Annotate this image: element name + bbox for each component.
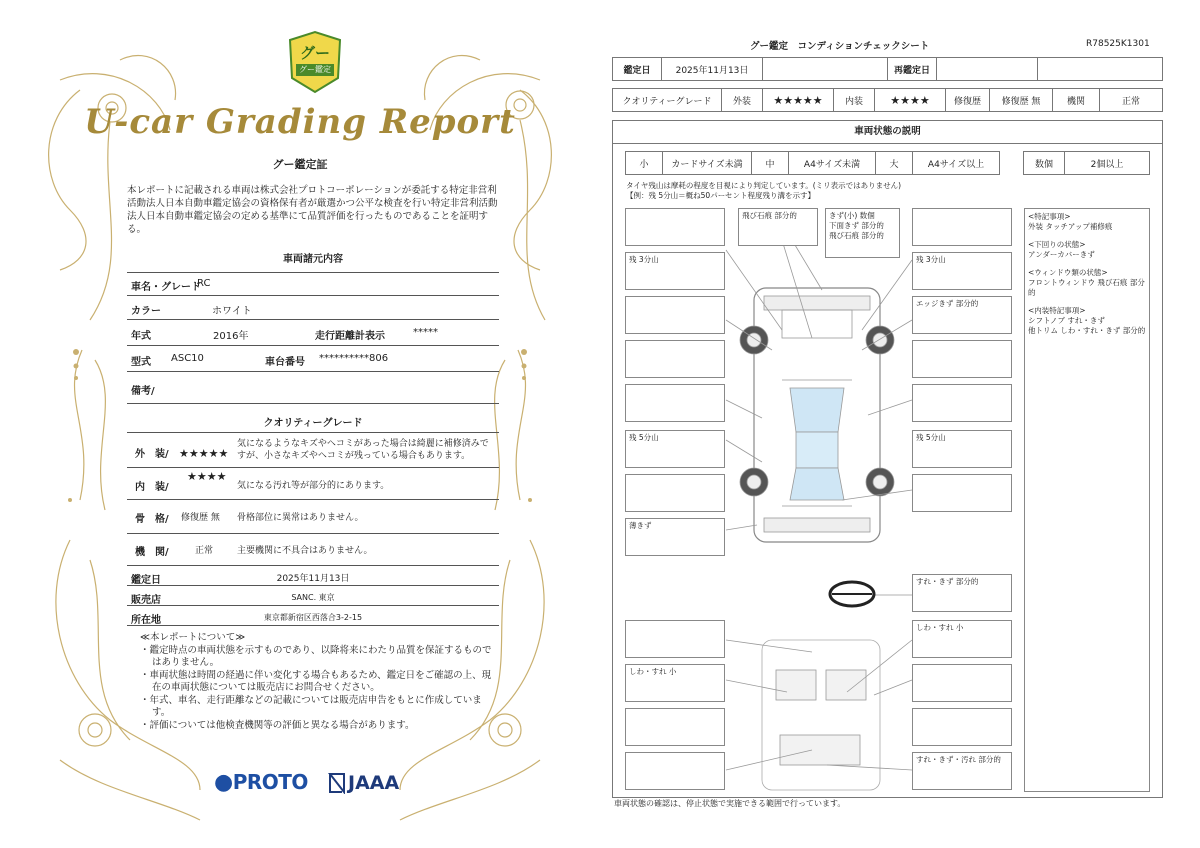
window-heading: <ウィンドウ類の状態>: [1028, 268, 1108, 277]
address-label: 所在地: [131, 615, 161, 626]
year-label: 年式: [131, 331, 151, 342]
interior-text-2: 他トリム しわ・すれ・きず 部分的: [1028, 326, 1146, 335]
reappraisal-blank: [1037, 57, 1163, 81]
special-heading: <特記事項>: [1028, 212, 1071, 221]
state-title: 車両状態の説明: [612, 120, 1163, 144]
dealer-row: [127, 588, 499, 606]
notes-title: ≪本レポートについて≫: [140, 632, 246, 643]
engine-label: 機 関/: [135, 547, 169, 558]
name-value: RC: [197, 278, 211, 289]
engine-label: 機関: [1052, 88, 1100, 112]
tire-rear-right-box: 残 5分山: [912, 430, 1012, 468]
size-small-desc: カードサイズ未満: [662, 151, 752, 175]
interior-text: 気になる汚れ等が部分的にあります。: [237, 481, 390, 491]
jaaa-logo-icon: [328, 772, 346, 794]
spec-title: 車両諸元内容: [283, 254, 343, 265]
interior-stars: ★★★★: [187, 470, 227, 483]
certificate-subtitle: グー鑑定証: [272, 158, 328, 171]
damage-box: [912, 474, 1012, 512]
damage-box: [625, 208, 725, 246]
edge-scratch-box: エッジきず 部分的: [912, 296, 1012, 334]
damage-box: [625, 340, 725, 378]
sheet-code: R78525K1301: [1086, 39, 1150, 49]
remarks-label: 備考/: [131, 386, 155, 397]
note-item: ・年式、車名、走行距離などの記載については販売店申告をもとに作成しています。: [140, 694, 482, 718]
interior-text: シフトノブ すれ・きず: [1028, 316, 1105, 325]
certificate-intro: 本レポートに記載される車両は株式会社プロトコーポレーションが委託する特定非営利活動法人日本自動車鑑定協会の資格保有者が厳選かつ公平な検査を行い特定非営利活動法人日本自動車鑑定協会の定める基準にて品質評価を行ったものであることを証明する。: [127, 185, 498, 235]
appraisal-date-value: 2025年11月13日: [276, 574, 350, 584]
report-title: U-car Grading Report: [84, 102, 516, 142]
thin-scratch-box: 薄きず: [625, 518, 725, 556]
chassis-label: 車台番号: [265, 357, 305, 368]
steering-wheel-icon: [830, 582, 874, 606]
badge-label: グー鑑定: [299, 65, 331, 74]
engine-value: 正常: [195, 546, 214, 556]
tire-front-left-box: 残 3分山: [625, 252, 725, 290]
interior-box: [912, 708, 1012, 746]
frame-label: 骨 格/: [135, 514, 169, 525]
color-value: ホワイト: [212, 306, 252, 317]
note-item: ・鑑定時点の車両状態を示すものであり、以降将来にわたり品質を保証するものではありません。: [140, 644, 492, 668]
tire-note: タイヤ残山は摩耗の程度を目視により判定しています。(ミリ表示ではありません): [626, 181, 902, 190]
date-blank: [762, 57, 888, 81]
quality-row-exterior: [127, 432, 499, 468]
stone-chip-box: 飛び石痕 部分的: [738, 208, 818, 246]
exterior-label: 外 装/: [135, 449, 169, 460]
interior-label: 内 装/: [135, 482, 169, 493]
date-value: 2025年11月13日: [661, 57, 763, 81]
damage-box: [912, 384, 1012, 422]
seat-left-box: しわ・すれ 小: [625, 664, 725, 702]
year-value: 2016年: [213, 331, 249, 342]
damage-box: [912, 208, 1012, 246]
report-notes: [140, 632, 500, 732]
tire-example: 【例：残 5分山＝概ね50パーセント程度残り溝を示す】: [626, 191, 816, 200]
name-label: 車名・グレード: [131, 282, 201, 293]
date-label: 鑑定日: [612, 57, 662, 81]
appraisal-date-label: 鑑定日: [131, 575, 161, 586]
note-item: ・評価については他検査機関等の評価と異なる場合があります。: [140, 719, 415, 731]
model-value: ASC10: [171, 353, 204, 364]
reappraisal-label: 再鑑定日: [887, 57, 937, 81]
ext-stars: ★★★★★: [762, 88, 834, 112]
badge-logo-text: グー: [299, 44, 330, 62]
frame-text: 骨格部位に異常はありません。: [237, 513, 364, 523]
repair-label: 修復歴: [945, 88, 990, 112]
interior-box: [625, 752, 725, 790]
interior-box: [625, 708, 725, 746]
size-medium: 中: [751, 151, 789, 175]
steering-box: すれ・きず 部分的: [912, 574, 1012, 612]
damage-box: [912, 340, 1012, 378]
dealer-value: SANC. 東京: [291, 593, 335, 602]
interior-heading: <内装特記事項>: [1028, 306, 1086, 315]
tire-rear-left-box: 残 5分山: [625, 430, 725, 468]
model-label: 型式: [131, 357, 151, 368]
mileage-value: *****: [413, 327, 438, 338]
spec-row-model: [127, 346, 499, 372]
quality-row-engine: [127, 534, 499, 566]
mileage-label: 走行距離計表示: [315, 331, 385, 342]
frame-value: 修復歴 無: [181, 513, 220, 523]
size-small: 小: [625, 151, 663, 175]
quality-row-interior: [127, 468, 499, 500]
grade-label: クオリティーグレード: [612, 88, 722, 112]
proto-logo: ●PROTO: [214, 770, 308, 795]
window-text: フロントウィンドウ 飛び石痕 部分的: [1028, 278, 1145, 297]
rear-interior-box: すれ・きず・汚れ 部分的: [912, 752, 1012, 790]
repair-value: 修復歴 無: [989, 88, 1053, 112]
appraisal-date-row: [127, 568, 499, 586]
seat-front-box: しわ・すれ 小: [912, 620, 1012, 658]
spec-row-name: [127, 272, 499, 296]
spec-row-year: [127, 320, 499, 346]
tire-front-right-box: 残 3分山: [912, 252, 1012, 290]
condition-check-sheet: [600, 0, 1200, 848]
interior-box: [912, 664, 1012, 702]
size-medium-desc: A4サイズ未満: [788, 151, 876, 175]
sheet-title: グー鑑定 コンディションチェックシート: [750, 41, 930, 52]
special-notes-panel: [1024, 208, 1150, 792]
damage-box: [625, 384, 725, 422]
address-row: [127, 608, 499, 626]
ext-label: 外装: [721, 88, 763, 112]
size-large: 大: [875, 151, 913, 175]
sheet-footer: 車両状態の確認は、停止状態で実施できる範囲で行っています。: [614, 799, 846, 808]
address-value: 東京都新宿区西落合3-2-15: [263, 613, 363, 622]
count-desc: 2個以上: [1064, 151, 1150, 175]
damage-box: [625, 474, 725, 512]
underbody-text: アンダーカバーきず: [1028, 250, 1095, 259]
size-large-desc: A4サイズ以上: [912, 151, 1000, 175]
engine-text: 主要機関に不具合はありません。: [237, 546, 373, 556]
spec-row-remarks: [127, 372, 499, 404]
spec-row-color: [127, 296, 499, 320]
damage-box: [625, 296, 725, 334]
special-text: 外装 タッチアップ補修痕: [1028, 222, 1113, 231]
exterior-stars: ★★★★★: [179, 447, 229, 460]
scratch-detail-box: きず(小) 数個 下面きず 部分的 飛び石痕 部分的: [825, 208, 900, 258]
dealer-label: 販売店: [131, 595, 161, 606]
interior-box: [625, 620, 725, 658]
underbody-heading: <下回りの状態>: [1028, 240, 1086, 249]
int-stars: ★★★★: [874, 88, 946, 112]
count-label: 数個: [1023, 151, 1065, 175]
engine-value: 正常: [1099, 88, 1163, 112]
quality-row-frame: [127, 500, 499, 534]
int-label: 内装: [833, 88, 875, 112]
quality-title: クオリティーグレード: [263, 418, 363, 429]
reappraisal-value: [936, 57, 1038, 81]
color-label: カラー: [131, 306, 161, 317]
chassis-value: **********806: [319, 353, 389, 364]
jaaa-logo: JAAA: [348, 772, 400, 794]
note-item: ・車両状態は時間の経過に伴い変化する場合もあるため、鑑定日をご確認の上、現在の車両状態については販売店にお問合せください。: [140, 669, 492, 693]
exterior-text: 気になるようなキズやヘコミがあった場合は綺麗に補修済みですが、小さなキズやヘコミが残っている場合もあります。: [237, 439, 489, 461]
